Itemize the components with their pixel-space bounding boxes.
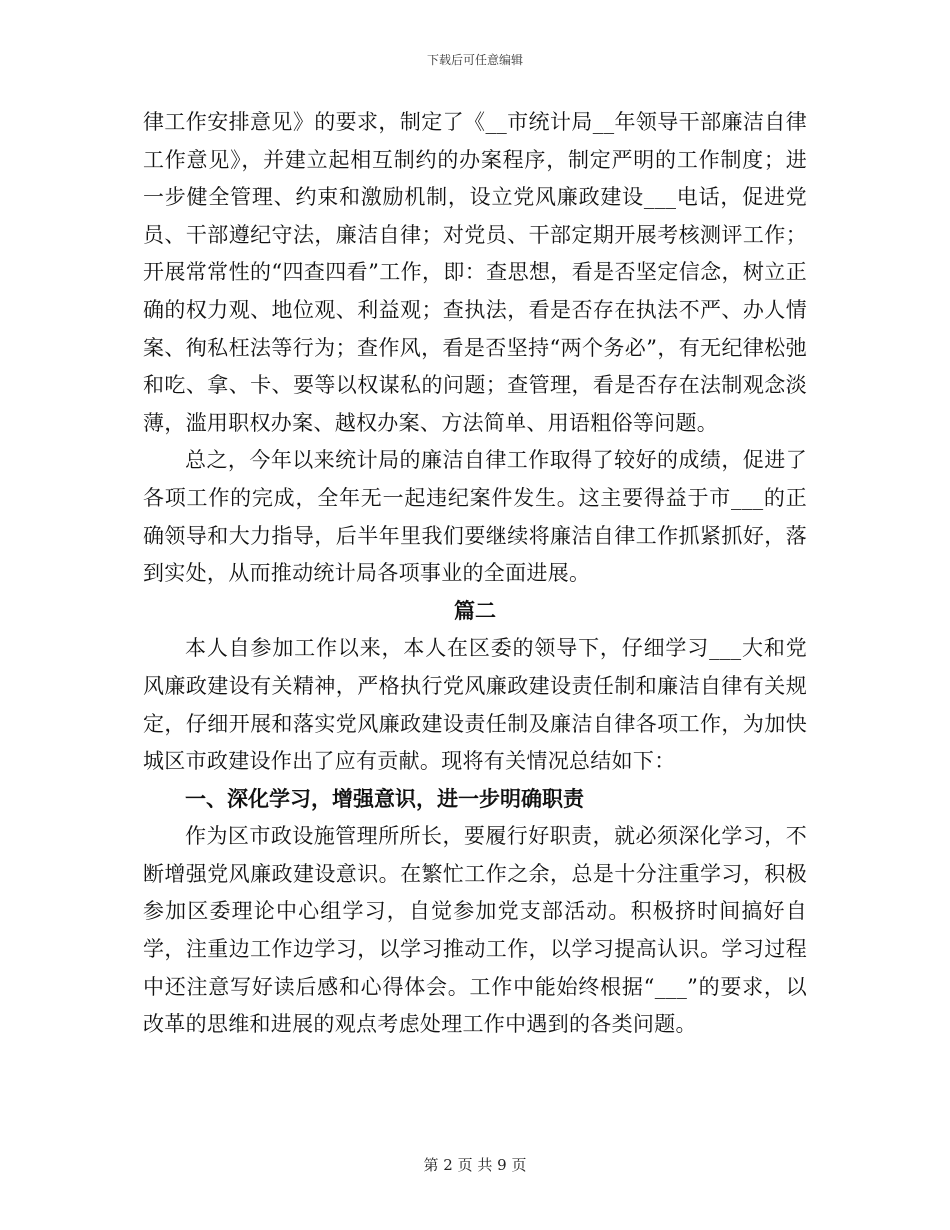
subheading-one: 一、深化学习，增强意识，进一步明确职责 [185,786,584,811]
paragraph-study: 作为区市政设施管理所所长，要履行好职责，就必须深化学习，不断增强党风廉政建设意识。在繁忙工作之余，总是十分注重学习，积极参加区委理论中心组学习，自觉参加党支部活动。积极挤时间搞好自学，注重边工作边学习，以学习推动工作，以学习提高认识。学习过程中还注意写好读后感和心得体会。工作中能始终根据“___”的要求，以改革的思维和进展的观点考虑处理工作中遇到的各类问题。 [143,824,807,1037]
page-header: 下载后可任意编辑 [426,53,523,67]
section-title: 篇二 [454,598,496,623]
paragraph-intro: 本人自参加工作以来，本人在区委的领导下，仔细学习___大和党风廉政建设有关精神，严格执行党风廉政建设责任制和廉洁自律有关规定，仔细开展和落实党风廉政建设责任制及廉洁自律各项工作，为加快城区市政建设作出了应有贡献。现将有关情况总结如下： [143,636,807,774]
page-footer: 第 2 页 共 9 页 [423,1156,527,1174]
document-body [143,104,807,1044]
paragraph-continued: 律工作安排意见》的要求，制定了《__市统计局__年领导干部廉洁自律工作意见》，并建立起相互制约的办案程序，制定严明的工作制度；进一步健全管理、约束和激励机制，设立党风廉政建设___电话，促进党员、干部遵纪守法，廉洁自律；对党员、干部定期开展考核测评工作；开展常常性的“四查四看”工作，即：查思想，看是否坚定信念，树立正确的权力观、地位观、利益观；查执法，看是否存在执法不严、办人情案、徇私枉法等行为；查作风，看是否坚持“两个务必”，有无纪律松弛和吃、拿、卡、要等以权谋私的问题；查管理，看是否存在法制观念淡薄，滥用职权办案、越权办案、方法简单、用语粗俗等问题。 [143,110,807,435]
paragraph-summary: 总之，今年以来统计局的廉洁自律工作取得了较好的成绩，促进了各项工作的完成，全年无一起违纪案件发生。这主要得益于市___的正确领导和大力指导，后半年里我们要继续将廉洁自律工作抓紧抓好，落到实处，从而推动统计局各项事业的全面进展。 [143,448,807,586]
